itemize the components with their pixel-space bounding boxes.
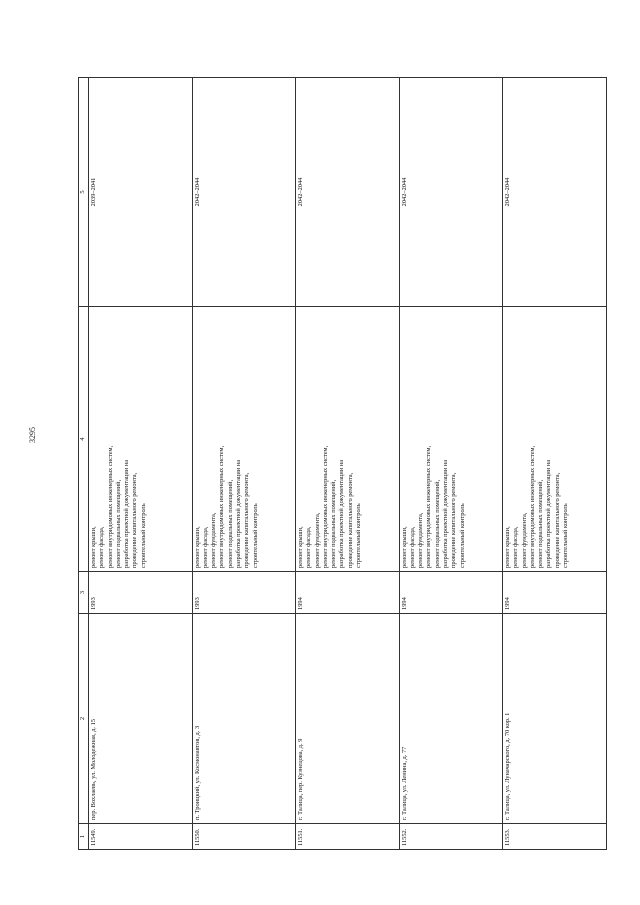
work-item: проведение капитального ремонта,: [346, 472, 354, 568]
repair-schedule-table: [78, 77, 607, 850]
work-item: разработка проектной документации на: [545, 459, 553, 568]
work-item: ремонт подвальных помещений,: [537, 479, 545, 568]
work-item: ремонт фасада,: [201, 526, 209, 568]
work-item: ремонт внутридомовых инженерных систем,: [106, 445, 114, 568]
page-number: 3295: [28, 427, 37, 443]
work-item: строительный контроль: [355, 503, 363, 568]
table-row: [296, 78, 400, 850]
work-item: ремонт подвальных помещений,: [114, 479, 122, 568]
period-cell: 2042–2044: [192, 78, 296, 307]
work-item: ремонт фундамента,: [313, 512, 321, 568]
address-cell: г. Талица, пер. Кузнецова, д. 9: [296, 614, 400, 824]
year-cell: 1994: [503, 572, 607, 614]
works-cell: [399, 307, 503, 572]
table-row: [503, 78, 607, 850]
work-item: ремонт фасада,: [408, 526, 416, 568]
work-item: проведение капитального ремонта,: [131, 472, 139, 568]
work-item: ремонт внутридомовых инженерных систем,: [528, 445, 536, 568]
header-col-2: 2: [79, 614, 89, 824]
work-item: ремонт фасада,: [512, 526, 520, 568]
work-item: ремонт подвальных помещений,: [226, 479, 234, 568]
work-item: ремонт подвальных помещений,: [433, 479, 441, 568]
header-col-5: 5: [79, 78, 89, 307]
header-col-4: 4: [79, 307, 89, 572]
table-row: [399, 78, 503, 850]
works-cell: [503, 307, 607, 572]
table-row: [192, 78, 296, 850]
work-item: ремонт фундамента,: [210, 512, 218, 568]
period-cell: 2042–2044: [399, 78, 503, 307]
work-item: разработка проектной документации на: [441, 459, 449, 568]
row-number: 11553.: [503, 824, 607, 850]
work-item: ремонт крыши,: [297, 526, 304, 568]
work-item: ремонт внутридомовых инженерных систем,: [321, 445, 329, 568]
work-item: разработка проектной документации на: [338, 459, 346, 568]
works-cell: [89, 307, 193, 572]
period-cell: 2039–2041: [89, 78, 193, 307]
work-item: ремонт внутридомовых инженерных систем,: [425, 445, 433, 568]
work-item: ремонт фундамента,: [520, 512, 528, 568]
work-item: ремонт крыши,: [90, 526, 97, 568]
work-item: ремонт крыши,: [193, 526, 201, 568]
table-row: [89, 78, 193, 850]
work-item: ремонт фасада,: [305, 526, 313, 568]
work-item: строительный контроль: [139, 503, 147, 568]
year-cell: 1994: [296, 572, 400, 614]
works-cell: [192, 307, 296, 572]
work-item: ремонт фасада,: [98, 526, 106, 568]
work-item: строительный контроль: [251, 503, 259, 568]
period-cell: 2042–2044: [503, 78, 607, 307]
address-cell: п. Троицкий, ул. Космонавтов, д. 3: [192, 614, 296, 824]
work-item: строительный контроль: [562, 503, 570, 568]
year-cell: 1994: [399, 572, 503, 614]
work-item: ремонт крыши,: [504, 526, 511, 568]
work-item: проведение капитального ремонта,: [553, 472, 561, 568]
work-item: разработка проектной документации на: [123, 459, 131, 568]
work-item: ремонт фундамента,: [417, 512, 425, 568]
work-item: проведение капитального ремонта,: [450, 472, 458, 568]
year-cell: 1993: [89, 572, 193, 614]
header-row: [79, 78, 89, 850]
works-cell: [296, 307, 400, 572]
work-item: ремонт внутридомовых инженерных систем,: [218, 445, 226, 568]
period-cell: 2042–2044: [296, 78, 400, 307]
address-cell: г. Талица, ул. Ленина, д. 77: [399, 614, 503, 824]
row-number: 11552.: [399, 824, 503, 850]
row-number: 11550.: [192, 824, 296, 850]
row-number: 11549.: [89, 824, 193, 850]
work-item: проведение капитального ремонта,: [243, 472, 251, 568]
address-cell: г. Талица, ул. Луначарского, д. 70 кор. 1: [503, 614, 607, 824]
work-item: ремонт подвальных помещений,: [330, 479, 338, 568]
work-item: ремонт крыши,: [400, 526, 408, 568]
year-cell: 1993: [192, 572, 296, 614]
rotated-table-container: [78, 78, 601, 850]
work-item: строительный контроль: [458, 503, 466, 568]
row-number: 11551.: [296, 824, 400, 850]
header-col-3: 3: [79, 572, 89, 614]
header-col-1: 1: [79, 824, 89, 850]
address-cell: пер. Вохлаевь, ул. Молодежная, д. 15: [89, 614, 193, 824]
work-item: разработка проектной документации на: [234, 459, 242, 568]
